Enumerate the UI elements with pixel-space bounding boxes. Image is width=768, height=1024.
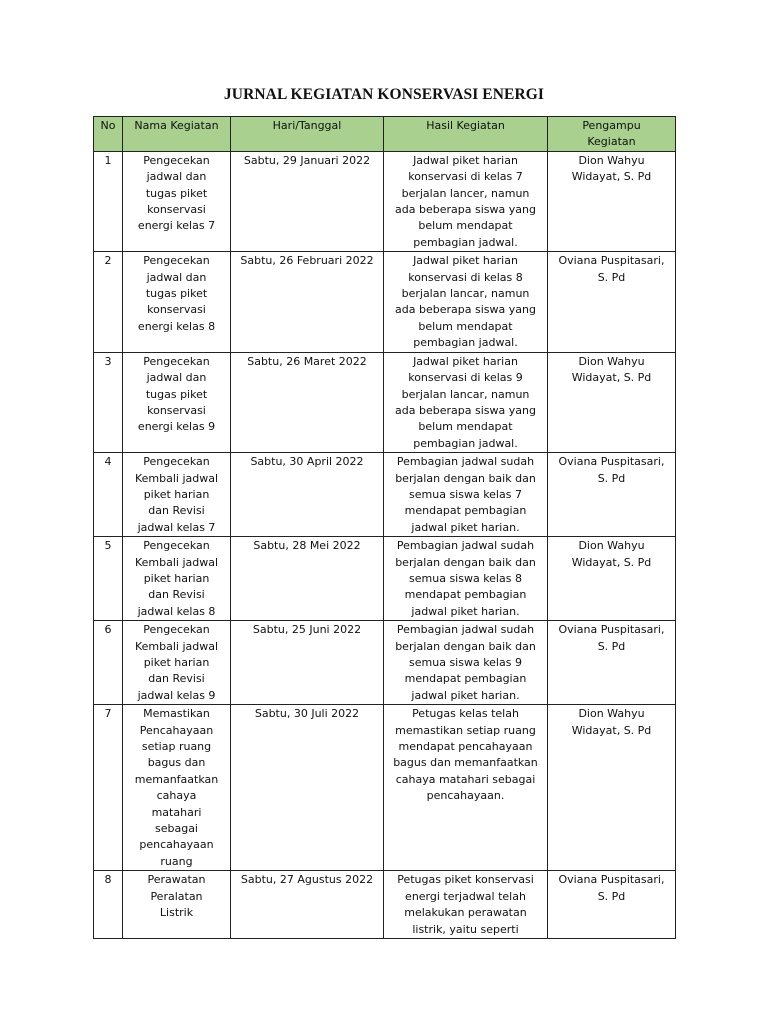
activity-name: Pengecekan jadwal dan tugas piket konservasi energi kelas 7	[123, 151, 231, 251]
table-row	[94, 151, 676, 251]
row-number: 7	[94, 705, 123, 871]
activity-date: Sabtu, 26 Maret 2022	[231, 352, 384, 452]
activity-teacher: Dion Wahyu Widayat, S. Pd	[548, 537, 676, 621]
table-row	[94, 705, 676, 871]
activity-date: Sabtu, 25 Juni 2022	[231, 621, 384, 705]
table-header-row	[94, 117, 676, 152]
activity-result: Pembagian jadwal sudah berjalan dengan baik dan semua siswa kelas 9 mendapat pembagian jadwal piket harian.	[384, 621, 548, 705]
activity-date: Sabtu, 27 Agustus 2022	[231, 871, 384, 939]
page-title: JURNAL KEGIATAN KONSERVASI ENERGI	[223, 86, 545, 103]
column-header-pengampu-kegiatan: Pengampu Kegiatan	[548, 117, 676, 152]
activity-name: Pengecekan Kembali jadwal piket harian dan Revisi jadwal kelas 9	[123, 621, 231, 705]
table-row	[94, 252, 676, 352]
journal-table	[93, 116, 676, 939]
table-row	[94, 621, 676, 705]
activity-teacher: Dion Wahyu Widayat, S. Pd	[548, 151, 676, 251]
activity-name: Memastikan Pencahayaan setiap ruang bagus dan memanfaatkan cahaya matahari sebagai pencahayaan ruang	[123, 705, 231, 871]
row-number: 3	[94, 352, 123, 452]
activity-name: Pengecekan jadwal dan tugas piket konservasi energi kelas 8	[123, 252, 231, 352]
row-number: 2	[94, 252, 123, 352]
activity-date: Sabtu, 28 Mei 2022	[231, 537, 384, 621]
column-header-hasil-kegiatan: Hasil Kegiatan	[384, 117, 548, 152]
column-header-no: No	[94, 117, 123, 152]
activity-teacher: Dion Wahyu Widayat, S. Pd	[548, 352, 676, 452]
activity-name: Pengecekan Kembali jadwal piket harian dan Revisi jadwal kelas 7	[123, 453, 231, 537]
activity-date: Sabtu, 30 Juli 2022	[231, 705, 384, 871]
activity-teacher: Oviana Puspitasari, S. Pd	[548, 871, 676, 939]
activity-teacher: Dion Wahyu Widayat, S. Pd	[548, 705, 676, 871]
column-header-hari-tanggal: Hari/Tanggal	[231, 117, 384, 152]
activity-result: Pembagian jadwal sudah berjalan dengan baik dan semua siswa kelas 7 mendapat pembagian jadwal piket harian.	[384, 453, 548, 537]
activity-name: Pengecekan Kembali jadwal piket harian dan Revisi jadwal kelas 8	[123, 537, 231, 621]
row-number: 6	[94, 621, 123, 705]
table-row	[94, 352, 676, 452]
activity-name: Pengecekan jadwal dan tugas piket konservasi energi kelas 9	[123, 352, 231, 452]
activity-result: Jadwal piket harian konservasi di kelas 8 berjalan lancar, namun ada beberapa siswa yang belum mendapat pembagian jadwal.	[384, 252, 548, 352]
activity-date: Sabtu, 29 Januari 2022	[231, 151, 384, 251]
activity-name: Perawatan Peralatan Listrik	[123, 871, 231, 939]
row-number: 1	[94, 151, 123, 251]
table-row	[94, 537, 676, 621]
row-number: 4	[94, 453, 123, 537]
row-number: 5	[94, 537, 123, 621]
activity-result: Petugas piket konservasi energi terjadwal telah melakukan perawatan listrik, yaitu seperti	[384, 871, 548, 939]
activity-date: Sabtu, 26 Februari 2022	[231, 252, 384, 352]
activity-result: Pembagian jadwal sudah berjalan dengan baik dan semua siswa kelas 8 mendapat pembagian jadwal piket harian.	[384, 537, 548, 621]
activity-teacher: Oviana Puspitasari, S. Pd	[548, 621, 676, 705]
activity-result: Jadwal piket harian konservasi di kelas 9 berjalan lancar, namun ada beberapa siswa yang belum mendapat pembagian jadwal.	[384, 352, 548, 452]
activity-date: Sabtu, 30 April 2022	[231, 453, 384, 537]
table-row	[94, 453, 676, 537]
activity-result: Petugas kelas telah memastikan setiap ruang mendapat pencahayaan bagus dan memanfaatkan cahaya matahari sebagai pencahayaan.	[384, 705, 548, 871]
table-row	[94, 871, 676, 939]
activity-teacher: Oviana Puspitasari, S. Pd	[548, 252, 676, 352]
activity-result: Jadwal piket harian konservasi di kelas 7 berjalan lancer, namun ada beberapa siswa yang belum mendapat pembagian jadwal.	[384, 151, 548, 251]
activity-teacher: Oviana Puspitasari, S. Pd	[548, 453, 676, 537]
row-number: 8	[94, 871, 123, 939]
column-header-nama-kegiatan: Nama Kegiatan	[123, 117, 231, 152]
